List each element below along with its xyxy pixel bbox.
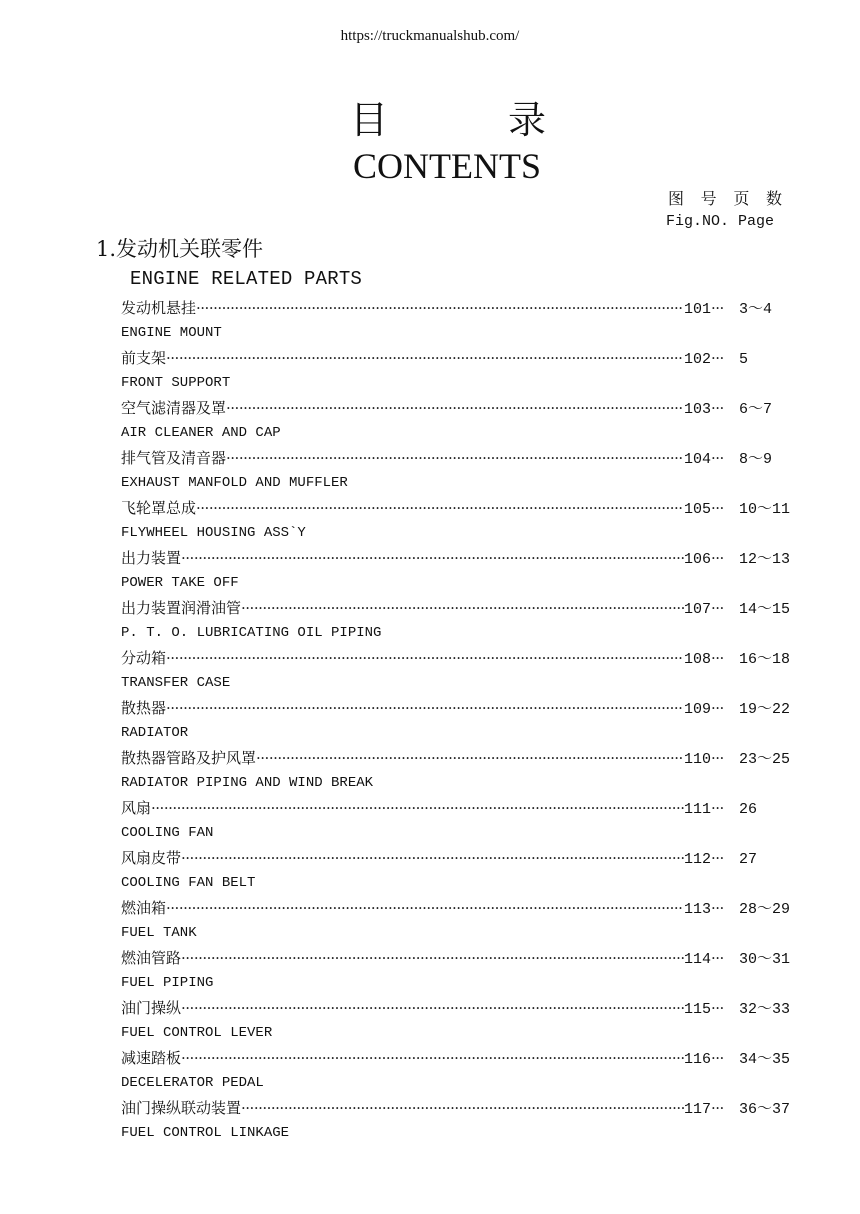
toc-entry-title-cn: 风扇皮带 (121, 849, 182, 867)
toc-entry-line (121, 346, 801, 370)
toc-entry-title-en: FLYWHEEL HOUSING ASS`Y (121, 525, 306, 541)
toc-entry-title-en: RADIATOR (121, 725, 189, 741)
toc-entry-fig-no: 107 (683, 601, 711, 618)
toc-entry-fig-no: 106 (683, 551, 711, 568)
toc-entry-title-cn: 散热器管路及护风罩 (121, 749, 257, 767)
toc-entry-fig-no: 110 (683, 751, 711, 768)
toc-entry[interactable] (121, 796, 801, 846)
toc-entry-line (121, 396, 801, 420)
toc-entry-page: 34～35 (739, 1051, 791, 1068)
dot-separator (711, 296, 739, 320)
toc-entry-page: 14～15 (739, 601, 791, 618)
dot-leader (181, 546, 684, 570)
toc-entry-title-en: DECELERATOR PEDAL (121, 1075, 264, 1091)
toc-entry-title-en: AIR CLEANER AND CAP (121, 425, 281, 441)
dot-leader (256, 746, 684, 770)
toc-entry-title-cn: 油门操纵 (121, 999, 182, 1017)
dot-separator (711, 646, 739, 670)
toc-entry-line (121, 646, 801, 670)
dot-separator (711, 1046, 739, 1070)
dot-separator (711, 546, 739, 570)
section-title-english: ENGINE RELATED PARTS (130, 268, 363, 290)
toc-entry-page: 8～9 (739, 451, 773, 468)
toc-entry-fig-no: 103 (683, 401, 711, 418)
toc-entry-fig-no: 114 (683, 951, 711, 968)
toc-entry-title-cn: 分动箱 (121, 649, 167, 667)
toc-entry-line (121, 496, 801, 520)
column-header-char: 页 (733, 189, 750, 208)
toc-entry-page: 28～29 (739, 901, 791, 918)
dot-separator (711, 346, 739, 370)
toc-entry-line (121, 1096, 801, 1120)
dot-leader (181, 996, 684, 1020)
toc-entry-title-cn: 排气管及清音器 (121, 449, 227, 467)
toc-entry-line (121, 796, 801, 820)
dot-separator (711, 996, 739, 1020)
dot-separator (711, 796, 739, 820)
toc-entry-title-cn: 减速踏板 (121, 1049, 182, 1067)
toc-entry[interactable] (121, 446, 801, 496)
title-chinese (350, 96, 546, 144)
toc-entry-page: 26 (739, 801, 758, 818)
title-english: CONTENTS (353, 146, 541, 186)
title-char-1: 目 (350, 98, 389, 142)
toc-entry-page: 36～37 (739, 1101, 791, 1118)
toc-entry[interactable] (121, 846, 801, 896)
toc-entry-line (121, 896, 801, 920)
toc-entry-page: 5 (739, 351, 749, 368)
toc-entry[interactable] (121, 596, 801, 646)
toc-entry-title-cn: 前支架 (121, 349, 167, 367)
toc-entry-line (121, 846, 801, 870)
toc-entry-title-en: FUEL PIPING (121, 975, 214, 991)
column-header-char: 数 (765, 189, 782, 208)
toc-entry-title-cn: 燃油箱 (121, 899, 167, 917)
toc-entry-fig-no: 116 (683, 1051, 711, 1068)
dot-leader (181, 1046, 684, 1070)
toc-entry[interactable] (121, 1046, 801, 1096)
dot-leader (166, 896, 684, 920)
toc-entry-title-en: COOLING FAN (121, 825, 214, 841)
toc-entry-page: 16～18 (739, 651, 791, 668)
toc-entry[interactable] (121, 346, 801, 396)
dot-leader (241, 1096, 684, 1120)
toc-entry[interactable] (121, 296, 801, 346)
toc-entry-line (121, 996, 801, 1020)
toc-entry-line (121, 696, 801, 720)
toc-entry-title-cn: 空气滤清器及罩 (121, 399, 227, 417)
dot-separator (711, 396, 739, 420)
dot-leader (226, 396, 684, 420)
toc-entry-page: 30～31 (739, 951, 791, 968)
dot-leader (166, 696, 684, 720)
toc-entry[interactable] (121, 496, 801, 546)
toc-entry-title-en: POWER TAKE OFF (121, 575, 239, 591)
toc-entry-line (121, 1046, 801, 1070)
column-header-chinese (668, 188, 782, 210)
toc-entry-page: 3～4 (739, 301, 773, 318)
toc-entry-title-en: FUEL TANK (121, 925, 197, 941)
toc-entry-page: 12～13 (739, 551, 791, 568)
toc-entry-fig-no: 104 (683, 451, 711, 468)
dot-leader (241, 596, 684, 620)
toc-entry[interactable] (121, 546, 801, 596)
toc-entry-title-en: TRANSFER CASE (121, 675, 231, 691)
toc-entry-fig-no: 111 (683, 801, 711, 818)
dot-leader (151, 796, 684, 820)
toc-entry-fig-no: 102 (683, 351, 711, 368)
toc-entry[interactable] (121, 946, 801, 996)
column-header-english: Fig.NO. Page (666, 213, 775, 230)
toc-entry-line (121, 946, 801, 970)
toc-entry[interactable] (121, 746, 801, 796)
toc-entry-fig-no: 115 (683, 1001, 711, 1018)
toc-entry-line (121, 546, 801, 570)
toc-entry[interactable] (121, 396, 801, 446)
title-char-2: 录 (507, 98, 546, 142)
toc-entry-title-en: RADIATOR PIPING AND WIND BREAK (121, 775, 374, 791)
dot-leader (181, 846, 684, 870)
toc-entry-title-cn: 出力装置 (121, 549, 182, 567)
toc-entry-fig-no: 112 (683, 851, 711, 868)
toc-entry-title-en: FRONT SUPPORT (121, 375, 231, 391)
toc-entry-title-cn: 飞轮罩总成 (121, 499, 197, 517)
toc-entry-line (121, 596, 801, 620)
toc-entry-fig-no: 108 (683, 651, 711, 668)
toc-entry-title-en: P. T. O. LUBRICATING OIL PIPING (121, 625, 382, 641)
dot-separator (711, 946, 739, 970)
toc-entry-fig-no: 117 (683, 1101, 711, 1118)
dot-separator (711, 496, 739, 520)
dot-leader (181, 946, 684, 970)
toc-entry[interactable] (121, 696, 801, 746)
dot-leader (166, 646, 684, 670)
toc-entry-line (121, 446, 801, 470)
dot-separator (711, 446, 739, 470)
toc-entry-title-cn: 出力装置润滑油管 (121, 599, 242, 617)
toc-entry-title-en: FUEL CONTROL LEVER (121, 1025, 273, 1041)
dot-separator (711, 896, 739, 920)
toc-entry[interactable] (121, 646, 801, 696)
toc-entry-line (121, 746, 801, 770)
toc-entry-page: 19～22 (739, 701, 791, 718)
toc-entry-fig-no: 113 (683, 901, 711, 918)
toc-entry-page: 23～25 (739, 751, 791, 768)
dot-leader (166, 346, 684, 370)
toc-entry-page: 32～33 (739, 1001, 791, 1018)
dot-leader (226, 446, 684, 470)
toc-entry-title-cn: 发动机悬挂 (121, 299, 197, 317)
toc-entry-title-en: ENGINE MOUNT (121, 325, 222, 341)
header-url: https://truckmanualshub.com/ (340, 28, 520, 44)
toc-entry-page: 6～7 (739, 401, 773, 418)
toc-entry-title-en: COOLING FAN BELT (121, 875, 256, 891)
dot-separator (711, 696, 739, 720)
toc-entry-title-cn: 油门操纵联动装置 (121, 1099, 242, 1117)
toc-entry[interactable] (121, 996, 801, 1046)
table-of-contents (121, 296, 801, 1146)
column-header-char: 图 (668, 189, 685, 208)
toc-entry-title-cn: 风扇 (121, 799, 152, 817)
dot-separator (711, 596, 739, 620)
toc-entry-title-cn: 散热器 (121, 699, 167, 717)
toc-entry[interactable] (121, 1096, 801, 1146)
toc-entry-title-en: EXHAUST MANFOLD AND MUFFLER (121, 475, 348, 491)
section-title-chinese: 1.发动机关联零件 (96, 237, 264, 261)
toc-entry-title-cn: 燃油管路 (121, 949, 182, 967)
dot-separator (711, 846, 739, 870)
toc-entry-line (121, 296, 801, 320)
toc-entry-fig-no: 109 (683, 701, 711, 718)
toc-entry-page: 27 (739, 851, 758, 868)
toc-entry-fig-no: 105 (683, 501, 711, 518)
dot-leader (196, 496, 684, 520)
toc-entry-title-en: FUEL CONTROL LINKAGE (121, 1125, 290, 1141)
dot-separator (711, 746, 739, 770)
column-header-char: 号 (700, 189, 717, 208)
dot-leader (196, 296, 684, 320)
toc-entry-fig-no: 101 (683, 301, 711, 318)
toc-entry-page: 10～11 (739, 501, 791, 518)
dot-separator (711, 1096, 739, 1120)
toc-entry[interactable] (121, 896, 801, 946)
